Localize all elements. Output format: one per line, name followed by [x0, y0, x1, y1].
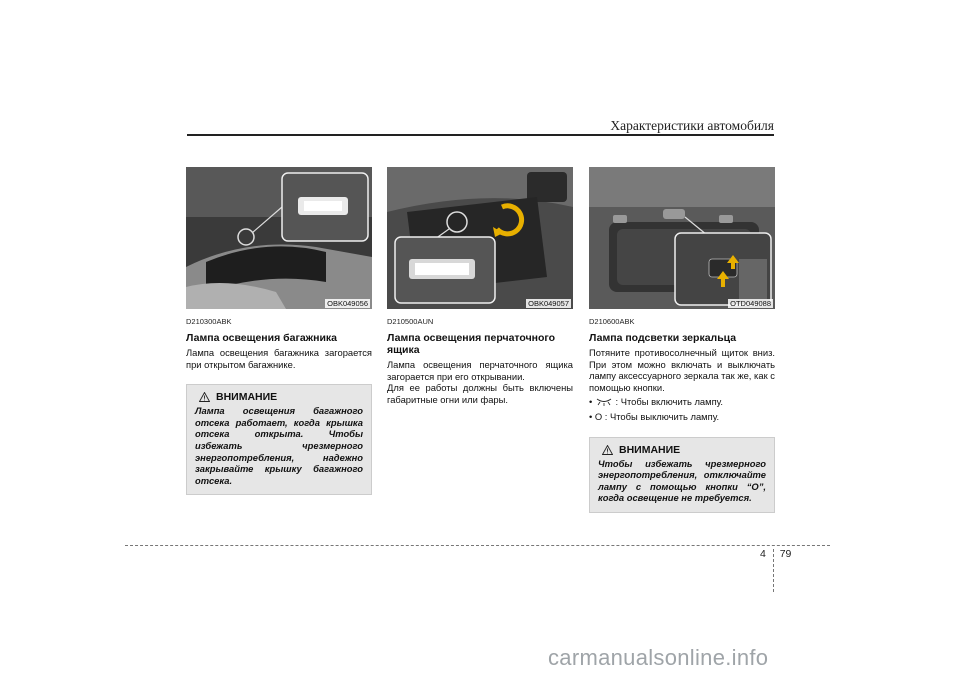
warning-triangle-icon — [602, 445, 613, 455]
lamp-on-symbol-icon — [595, 397, 613, 406]
glovebox-illustration — [387, 167, 573, 309]
trunk-lamp-photo — [186, 167, 372, 309]
photo-code: OTD049088 — [730, 299, 771, 308]
section-body-2: Для ее работы должны быть включены габаритные огни или фары. — [387, 382, 573, 405]
footer-rule — [125, 545, 830, 546]
warning-box — [589, 437, 775, 513]
section-body: Потяните противосолнечный щиток вниз. При этом можно включать и выключать лампу аксессуарного зеркала так же, как с помощью кнопки. — [589, 347, 775, 393]
section-title: Лампа освещения багажника — [186, 332, 338, 344]
trunk-illustration — [186, 167, 372, 309]
warning-text: Лампа освещения багажного отсека работает, когда крышка отсека открыта. Чтобы избежать чрезмерного энергопотребления, надежно закрывайте крышку багажного отсека. — [195, 405, 363, 486]
bullet-on: • : Чтобы включить лампу. — [589, 396, 724, 408]
warning-text: Чтобы избежать чрезмерного энергопотребления, отключайте лампу с помощью кнопки “O”, когда освещение не требуется. — [598, 457, 766, 504]
section-code: D210600ABK — [589, 317, 635, 326]
bullet-off: • O : Чтобы выключить лампу. — [589, 410, 720, 422]
section-glovebox-lamp — [387, 167, 573, 405]
warning-heading: ВНИМАНИЕ — [619, 443, 681, 456]
photo-code: OBK049056 — [327, 299, 368, 308]
footer-divider — [773, 549, 774, 592]
glovebox-lamp-photo — [387, 167, 573, 309]
page-number-value: 79 — [779, 548, 792, 560]
section-trunk-lamp — [186, 167, 372, 495]
section-code: D210500AUN — [387, 317, 434, 326]
section-vanity-lamp — [589, 167, 775, 513]
vanity-lamp-photo — [589, 167, 775, 309]
warning-triangle-icon — [199, 392, 210, 402]
section-body: Лампа освещения багажника загорается при открытом багажнике. — [186, 347, 372, 370]
bullet-off-text: O : Чтобы выключить лампу. — [594, 410, 720, 422]
header-rule — [187, 134, 774, 136]
watermark-text: carmanualsonline.info — [548, 645, 769, 670]
bullet-on-text: : Чтобы включить лампу. — [615, 396, 724, 408]
section-code: D210300ABK — [186, 317, 232, 326]
warning-heading: ВНИМАНИЕ — [216, 391, 278, 404]
photo-code: OBK049057 — [528, 299, 569, 308]
section-title: Лампа освещения перчаточного ящика — [387, 332, 556, 356]
page-header-title: Характеристики автомобиля — [610, 118, 774, 133]
warning-box — [186, 384, 372, 495]
section-title: Лампа подсветки зеркальца — [589, 332, 737, 344]
chapter-number: 4 — [760, 548, 766, 560]
vanity-mirror-illustration — [589, 167, 775, 309]
page-number — [760, 548, 820, 560]
section-body: Лампа освещения перчаточного ящика загорается при его открывании. — [387, 359, 573, 382]
